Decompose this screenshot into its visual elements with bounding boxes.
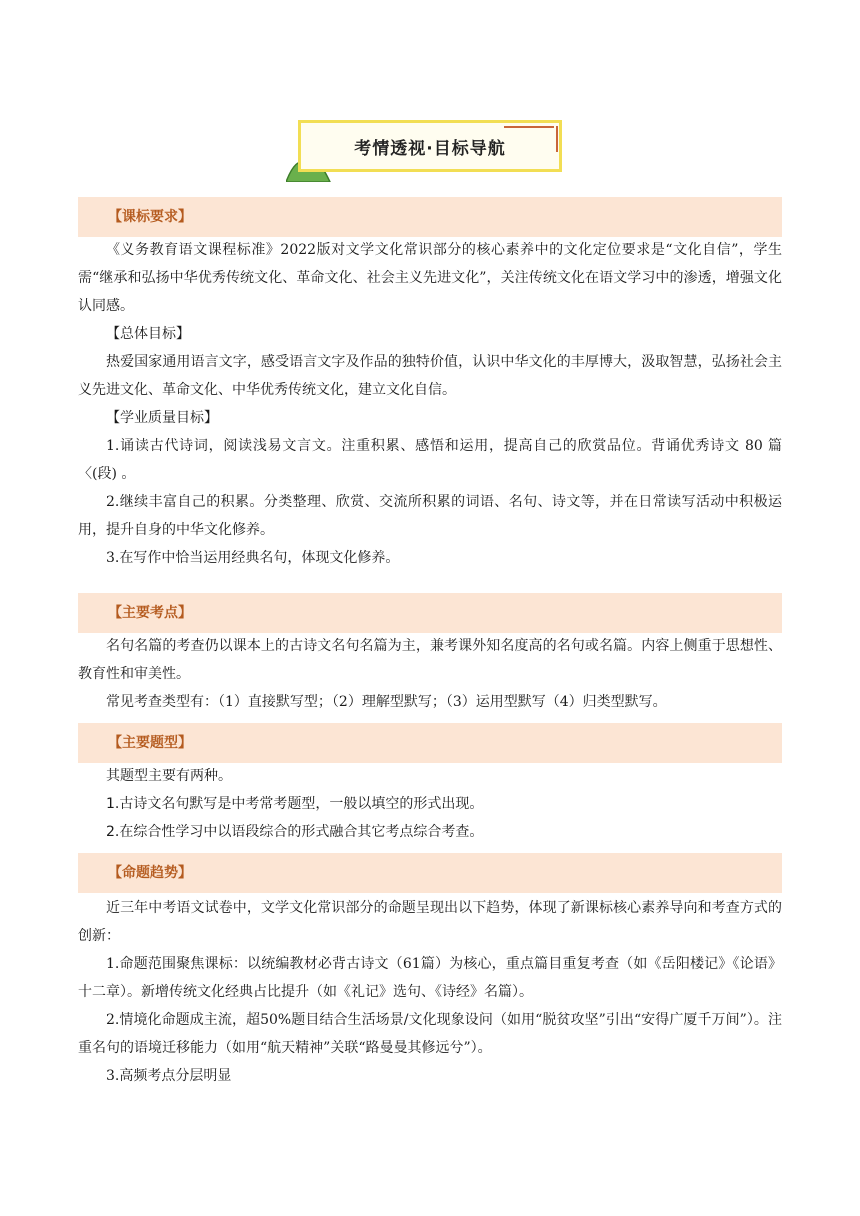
paragraph: 其题型主要有两种。 <box>106 768 232 784</box>
banner-title: 考情透视·目标导航 <box>354 139 506 159</box>
list-item: 1.命题范围聚焦课标：以统编教材必背古诗文（61篇）为核心，重点篇目重复考查（如《岳阳楼记》《论语》十二章）。新增传统文化经典占比提升（如《礼记》选句、《诗经》名篇）。 <box>78 956 782 1000</box>
list-item: 1.诵读古代诗词，阅读浅易文言文。注重积累、感悟和运用，提高自己的欣赏品位。背诵优秀诗文 80 篇 〈(段) 。 <box>78 438 782 482</box>
section-body-kaodian <box>78 632 782 716</box>
list-item: 2.在综合性学习中以语段综合的形式融合其它考点综合考查。 <box>106 824 484 840</box>
paragraph: 近三年中考语文试卷中，文学文化常识部分的命题呈现出以下趋势，体现了新课标核心素养导向和考查方式的创新： <box>78 900 782 944</box>
section-body-qushi <box>78 894 782 1090</box>
list-item: 3.高频考点分层明显 <box>106 1068 232 1084</box>
section-heading-kaodian: 【主要考点】 <box>78 593 782 633</box>
banner-decoration-line <box>504 126 554 128</box>
section-heading-tixing: 【主要题型】 <box>78 723 782 763</box>
banner <box>286 118 572 182</box>
section-heading-qushi: 【命题趋势】 <box>78 853 782 893</box>
paragraph-label: 【总体目标】 <box>106 326 190 342</box>
section-body-kebiao <box>78 236 782 572</box>
paragraph-label: 【学业质量目标】 <box>106 410 218 426</box>
paragraph: 《义务教育语文课程标准》2022版对文学文化常识部分的核心素养中的文化定位要求是“文化自信”，学生需“继承和弘扬中华优秀传统文化、革命文化、社会主义先进文化”，关注传统文化在语文学习中的渗透，增强文化认同感。 <box>78 242 782 314</box>
paragraph: 名句名篇的考查仍以课本上的古诗文名句名篇为主，兼考课外知名度高的名句或名篇。内容上侧重于思想性、教育性和审美性。 <box>78 638 782 682</box>
banner-decoration-mark <box>556 126 558 152</box>
section-body-tixing <box>78 762 782 846</box>
list-item: 3.在写作中恰当运用经典名句，体现文化修养。 <box>106 550 400 566</box>
list-item: 2.继续丰富自己的积累。分类整理、欣赏、交流所积累的词语、名句、诗文等，并在日常读写活动中积极运用，提升自身的中华文化修养。 <box>78 494 782 538</box>
list-item: 1.古诗文名句默写是中考常考题型，一般以填空的形式出现。 <box>106 796 484 812</box>
list-item: 2.情境化命题成主流，超50%题目结合生活场景/文化现象设问（如用“脱贫攻坚”引出“安得广厦千万间”）。注重名句的语境迁移能力（如用“航天精神”关联“路曼曼其修远兮”）。 <box>78 1012 782 1056</box>
section-heading-kebiao: 【课标要求】 <box>78 197 782 237</box>
paragraph: 热爱国家通用语言文字，感受语言文字及作品的独特价值，认识中华文化的丰厚博大，汲取智慧，弘扬社会主义先进文化、革命文化、中华优秀传统文化，建立文化自信。 <box>78 354 782 398</box>
paragraph: 常见考查类型有：（1）直接默写型；（2）理解型默写；（3）运用型默写（4）归类型默写。 <box>106 694 667 710</box>
